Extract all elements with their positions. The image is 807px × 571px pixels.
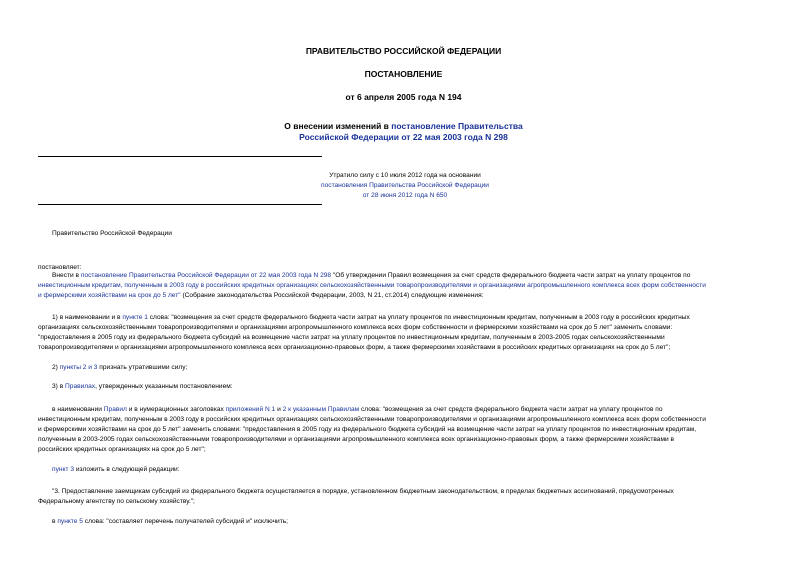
p7-line-1: "3. Предоставление заемщикам субсидий из федерального бюджета осуществляется в порядке, установленном бюджетным законодательством, в пределах бюджетных ассигнований, предусмотренных — [52, 488, 674, 495]
title-link-part-2[interactable]: Российской Федерации от 22 мая 2003 года N 298 — [299, 132, 508, 142]
paragraph-item-2 — [38, 363, 771, 373]
p5-line-4: полученным в 2003-2005 годах сельскохозяйственными товаропроизводителями и организациями агропромышленного комплекса всех организационно-правовых форм, а также фермерскими хозяйствами в — [38, 436, 675, 443]
p8-text-2: слова: "составляет перечень получателей субсидий и" исключить; — [82, 518, 288, 525]
p4-link-rules[interactable]: Правилах — [65, 383, 96, 390]
title-prefix: О внесении изменений в — [284, 121, 392, 131]
document-type: ПОСТАНОВЛЕНИЕ — [364, 69, 443, 79]
p3-text-1: 2) — [52, 364, 60, 371]
document-title — [0, 121, 807, 143]
paragraph-intro — [38, 271, 771, 301]
p2-text-2: слова: "возмещения за счет средств федерального бюджета части затрат на уплату процентов по инвестиционным кредитам, полученным в 2003 году в российских кредитных — [147, 314, 690, 321]
p6-text-1: изложить в следующей редакции: — [74, 466, 180, 473]
p2-line-2: организациях сельскохозяйственными товаропроизводителями и организациями агропромышленного комплекса всех форм собственности и фермерскими хозяйствами на срок до 5 лет" заменить словами: — [38, 324, 673, 331]
p1-text-1: Внести в — [52, 272, 81, 279]
status-note-link-2[interactable]: от 28 июня 2012 года N 650 — [362, 192, 448, 199]
p8-link-point-5[interactable]: пункте 5 — [57, 518, 83, 525]
status-note-text: Утратило силу с 10 июля 2012 года на основании — [329, 172, 481, 179]
p5-link-appendix-1[interactable]: приложений N 1 — [225, 406, 276, 413]
p6-link-point-3[interactable]: пункт 3 — [52, 466, 74, 473]
paragraph-new-point-3 — [38, 487, 771, 507]
p1-text-3: (Собрание законодательства Российской Федерации, 2003, N 21, ст.2014) следующие изменения: — [180, 292, 484, 299]
p2-line-3: "предоставления в 2005 году из федерального бюджета субсидий на возмещение части затрат на уплату процентов по инвестиционным кредитам, полученным в 2003-2005 годах сельскохозяйственными — [38, 334, 665, 341]
p3-link-points[interactable]: пункты 2 и 3 — [59, 364, 98, 371]
p8-text-1: в — [52, 518, 58, 525]
p3-text-2: признать утратившими силу; — [97, 364, 188, 371]
p1-text-2: "Об утверждении Правил возмещения за счет средств федерального бюджета части затрат на уплату процентов по — [331, 272, 691, 279]
p7-line-2: Федеральному агентству по сельскому хозяйству."; — [38, 498, 195, 505]
paragraph-point-3 — [38, 465, 771, 475]
paragraph-point-5 — [38, 517, 771, 527]
p1-link-resolution[interactable]: постановление Правительства Российской Федерации от 22 мая 2003 года N 298 — [80, 272, 332, 279]
p1-link-continued[interactable]: инвестиционным кредитам, полученным в 2003 году в российских кредитных организациях сельскохозяйственными товаропроизводителями и организациями агропромышленного комплекса всех форм собственности — [38, 282, 706, 289]
issuer-line: Правительство Российской Федерации — [52, 230, 172, 237]
p1-link-end[interactable]: и фермерскими хозяйствами на срок до 5 лет" — [38, 292, 181, 299]
p5-text-3: и — [275, 406, 283, 413]
p2-text-1: 1) в наименовании и в — [52, 314, 123, 321]
p5-text-4: слова: "возмещения за счет средств федерального бюджета части затрат на уплату процентов по — [359, 406, 663, 413]
document-date-number: от 6 апреля 2005 года N 194 — [345, 92, 462, 102]
p5-text-1: в наименовании — [52, 406, 104, 413]
p2-link-point-1[interactable]: пункте 1 — [122, 314, 148, 321]
p5-line-2: инвестиционным кредитам, полученным в 2003 году в российских кредитных организациях сельскохозяйственными товаропроизводителями и организациями агропромышленного комплекса всех форм собственности — [38, 416, 706, 423]
p4-text-1: 3) в — [52, 383, 66, 390]
status-note-link-1[interactable]: постановления Правительства Российской Федерации — [321, 182, 489, 189]
p5-link-rules[interactable]: Правил — [103, 406, 127, 413]
paragraph-rules-title — [38, 405, 771, 455]
p5-line-3: и фермерскими хозяйствами на срок до 5 лет" заменить словами: "предоставления в 2005 году из федерального бюджета субсидий на возмещение части затрат на уплату процентов по инвестиционным кредитам, — [38, 426, 697, 433]
p4-text-2: , утвержденных указанным постановлением: — [95, 383, 233, 390]
p5-link-appendix-2[interactable]: 2 к указанным Правилам — [282, 406, 360, 413]
government-heading: ПРАВИТЕЛЬСТВО РОССИЙСКОЙ ФЕДЕРАЦИИ — [305, 46, 502, 56]
status-note — [300, 171, 510, 201]
divider-bottom — [38, 204, 322, 205]
divider-top — [38, 156, 322, 157]
decrees-line: постановляет: — [38, 264, 82, 271]
p5-line-5: российских кредитных организациях на срок до 5 лет"; — [38, 446, 206, 453]
paragraph-item-1 — [38, 313, 771, 353]
title-link-part-1[interactable]: постановление Правительства — [391, 121, 523, 131]
p2-line-4: товаропроизводителями и организациями агропромышленного комплекса всех организационно-правовых форм, а также фермерскими хозяйствами в российских кредитных организациях на срок до 5 лет"; — [38, 344, 671, 351]
p5-text-2: и в нумерационных заголовках — [126, 406, 226, 413]
paragraph-item-3 — [38, 382, 771, 392]
